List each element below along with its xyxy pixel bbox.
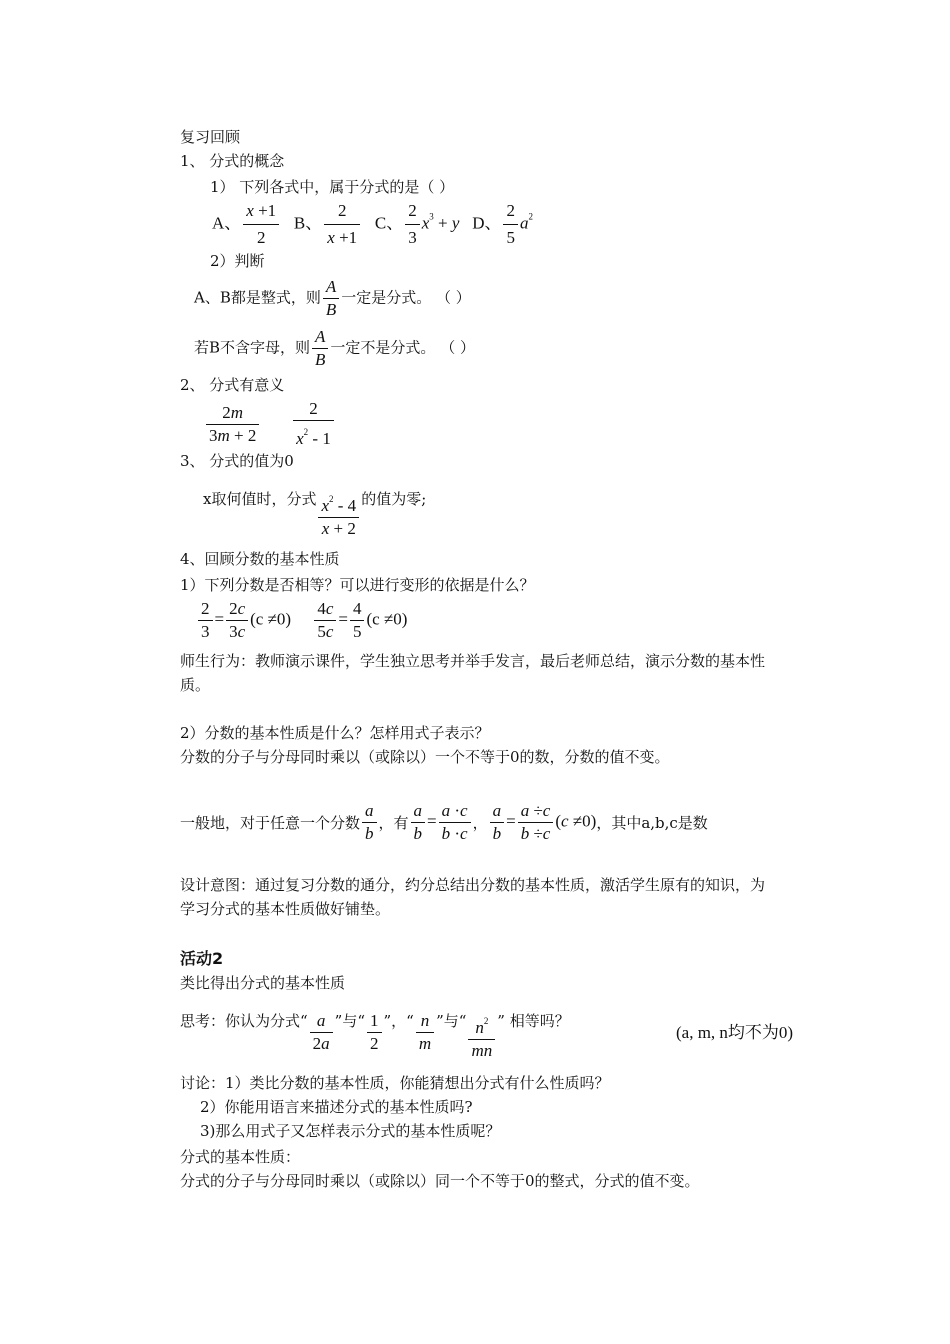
judge-2-fraction: $\frac{A}{B}$ [312, 326, 328, 371]
meaning-fractions [204, 398, 336, 450]
question-2: 2）判断 [210, 252, 265, 270]
property-title: 分式的基本性质： [180, 1148, 301, 1166]
fraction-4-5: $\frac{4}{5}$ [350, 598, 365, 643]
fraction-n-m: $\frac{n}{m}$ [416, 1010, 434, 1055]
fraction-2-3: $\frac{2}{3}$ [198, 598, 213, 643]
design-intent-line-2: 学习分式的基本性质做好铺垫。 [180, 900, 391, 918]
review-title: 复习回顾 [180, 128, 241, 146]
option-d-fraction: $\frac{2}{5}$ [503, 198, 518, 251]
think-q3: ”与“ [436, 1012, 467, 1030]
question-3-post: 的值为零; [361, 490, 427, 508]
fraction-4c-5c: $\frac{4c}{5c}$ [314, 598, 336, 643]
question-3-fraction: $\frac{x^2 - 4}{x + 2}$ [318, 488, 359, 540]
section-3-heading: 3、 分式的值为0 [180, 452, 294, 470]
general-formula-line: 一般地，对于任意一个分数 $\frac{a}{b}$ ，有 $\frac{a}{b}$ = $\frac{a \cdot c}{b \cdot c}$ ， $\frac{a}{b}$ = $\frac{a \div c}{b \div c}$ (c ≠0)，其中a,b,c是数 [180, 801, 708, 843]
think-question [180, 1010, 570, 1062]
question-3-pre: x取何值时，分式 [203, 490, 317, 508]
section-4-question-2: 2）分数的基本性质是什么？怎样用式子表示？ [180, 724, 490, 742]
condition-1: (c ≠0) [250, 609, 292, 629]
discussion-3: 3)那么用式子又怎样表示分式的基本性质呢？ [200, 1122, 501, 1140]
discussion-1: 讨论：1）类比分数的基本性质，你能猜想出分式有什么性质吗？ [180, 1074, 610, 1092]
fraction-n2-mn: $\frac{n^2}{mn}$ [468, 1010, 495, 1062]
option-a-fraction: $\frac{x +1}{2}$ [243, 198, 279, 251]
fraction-a-2a: $\frac{a}{2a}$ [310, 1010, 333, 1055]
fraction-equalities: $\frac{2}{3}$ = $\frac{2c}{3c}$ (c ≠0) $\frac{4c}{5c}$ = $\frac{4}{5}$ (c ≠0) [196, 598, 407, 643]
judge-2 [194, 326, 475, 371]
fraction-a-b: $\frac{a}{b}$ [362, 800, 377, 845]
fraction-a-b-3: $\frac{a}{b}$ [490, 800, 505, 845]
fraction-2c-3c: $\frac{2c}{3c}$ [226, 598, 248, 643]
activity-2-subtitle: 类比得出分式的基本性质 [180, 974, 346, 992]
discussion-2: 2）你能用语言来描述分式的基本性质吗? [200, 1098, 473, 1116]
judge-1-pre: A、B都是整式，则 [194, 288, 321, 307]
judge-2-post: 一定不是分式。 （ ） [330, 338, 475, 357]
fraction-1-2: $\frac{1}{2}$ [367, 1010, 382, 1055]
teacher-action-line-2: 质。 [180, 676, 211, 694]
question-1: 1） 下列各式中，属于分式的是（ ） [210, 178, 455, 196]
options-row: A、 $\frac{x +1}{2}$ B、 $\frac{2}{x +1}$ C、 $\frac{2}{3}$ $x^3 + y$ D、 $\frac{2}{5}$ $a^2$ [212, 198, 533, 251]
judge-1-post: 一定是分式。 （ ） [341, 288, 471, 307]
fraction-2-x2-1: $\frac{2}{x^2 - 1}$ [293, 398, 334, 450]
think-q4: ” 相等吗？ [497, 1012, 570, 1030]
section-4-question-1: 1）下列分数是否相等？可以进行变形的依据是什么？ [180, 576, 535, 594]
judge-2-pre: 若B不含字母，则 [194, 338, 311, 357]
option-a-label: A、 [212, 213, 242, 233]
activity-2-title: 活动2 [180, 949, 224, 968]
general-pre: 一般地，对于任意一个分数 [180, 813, 361, 832]
design-intent-line-1: 设计意图：通过复习分数的通分，约分总结出分数的基本性质，激活学生原有的知识，为 [180, 876, 766, 894]
think-pre: 思考：你认为分式“ [180, 1012, 308, 1030]
option-d-label: D、 [472, 213, 502, 233]
teacher-action-line-1: 师生行为：教师演示课件，学生独立思考并举手发言，最后老师总结，演示分数的基本性 [180, 652, 766, 670]
fraction-a-div-c: $\frac{a \div c}{b \div c}$ [518, 800, 554, 845]
think-condition: (a, m, n均不为0) [676, 1023, 794, 1042]
think-q2: ”，“ [383, 1012, 414, 1030]
option-b-label: B、 [293, 213, 323, 233]
fraction-2m-3m2: $\frac{2m}{3m + 2}$ [206, 402, 259, 447]
think-q1: ”与“ [334, 1012, 366, 1030]
judge-1 [194, 276, 471, 321]
question-3 [203, 488, 426, 540]
general-tail: ，其中a,b,c是数 [596, 813, 708, 832]
general-mid: ，有 [378, 813, 409, 832]
section-1-heading: 1、 分式的概念 [180, 152, 285, 170]
option-c-fraction: $\frac{2}{3}$ [405, 198, 420, 251]
property-text: 分式的分子与分母同时乘以（或除以）同一个不等于0的整式，分式的值不变。 [180, 1172, 700, 1190]
section-2-heading: 2、 分式有意义 [180, 376, 285, 394]
condition-2: (c ≠0) [366, 609, 408, 629]
fraction-ac-bc: $\frac{a \cdot c}{b \cdot c}$ [439, 800, 471, 845]
section-4-heading: 4、回顾分数的基本性质 [180, 550, 340, 568]
fraction-a-b-2: $\frac{a}{b}$ [411, 800, 426, 845]
option-c-label: C、 [374, 213, 404, 233]
fraction-property-rule: 分数的分子与分母同时乘以（或除以）一个不等于0的数，分数的值不变。 [180, 748, 670, 766]
option-b-fraction: $\frac{2}{x +1}$ [324, 198, 360, 251]
judge-1-fraction: $\frac{A}{B}$ [323, 276, 339, 321]
